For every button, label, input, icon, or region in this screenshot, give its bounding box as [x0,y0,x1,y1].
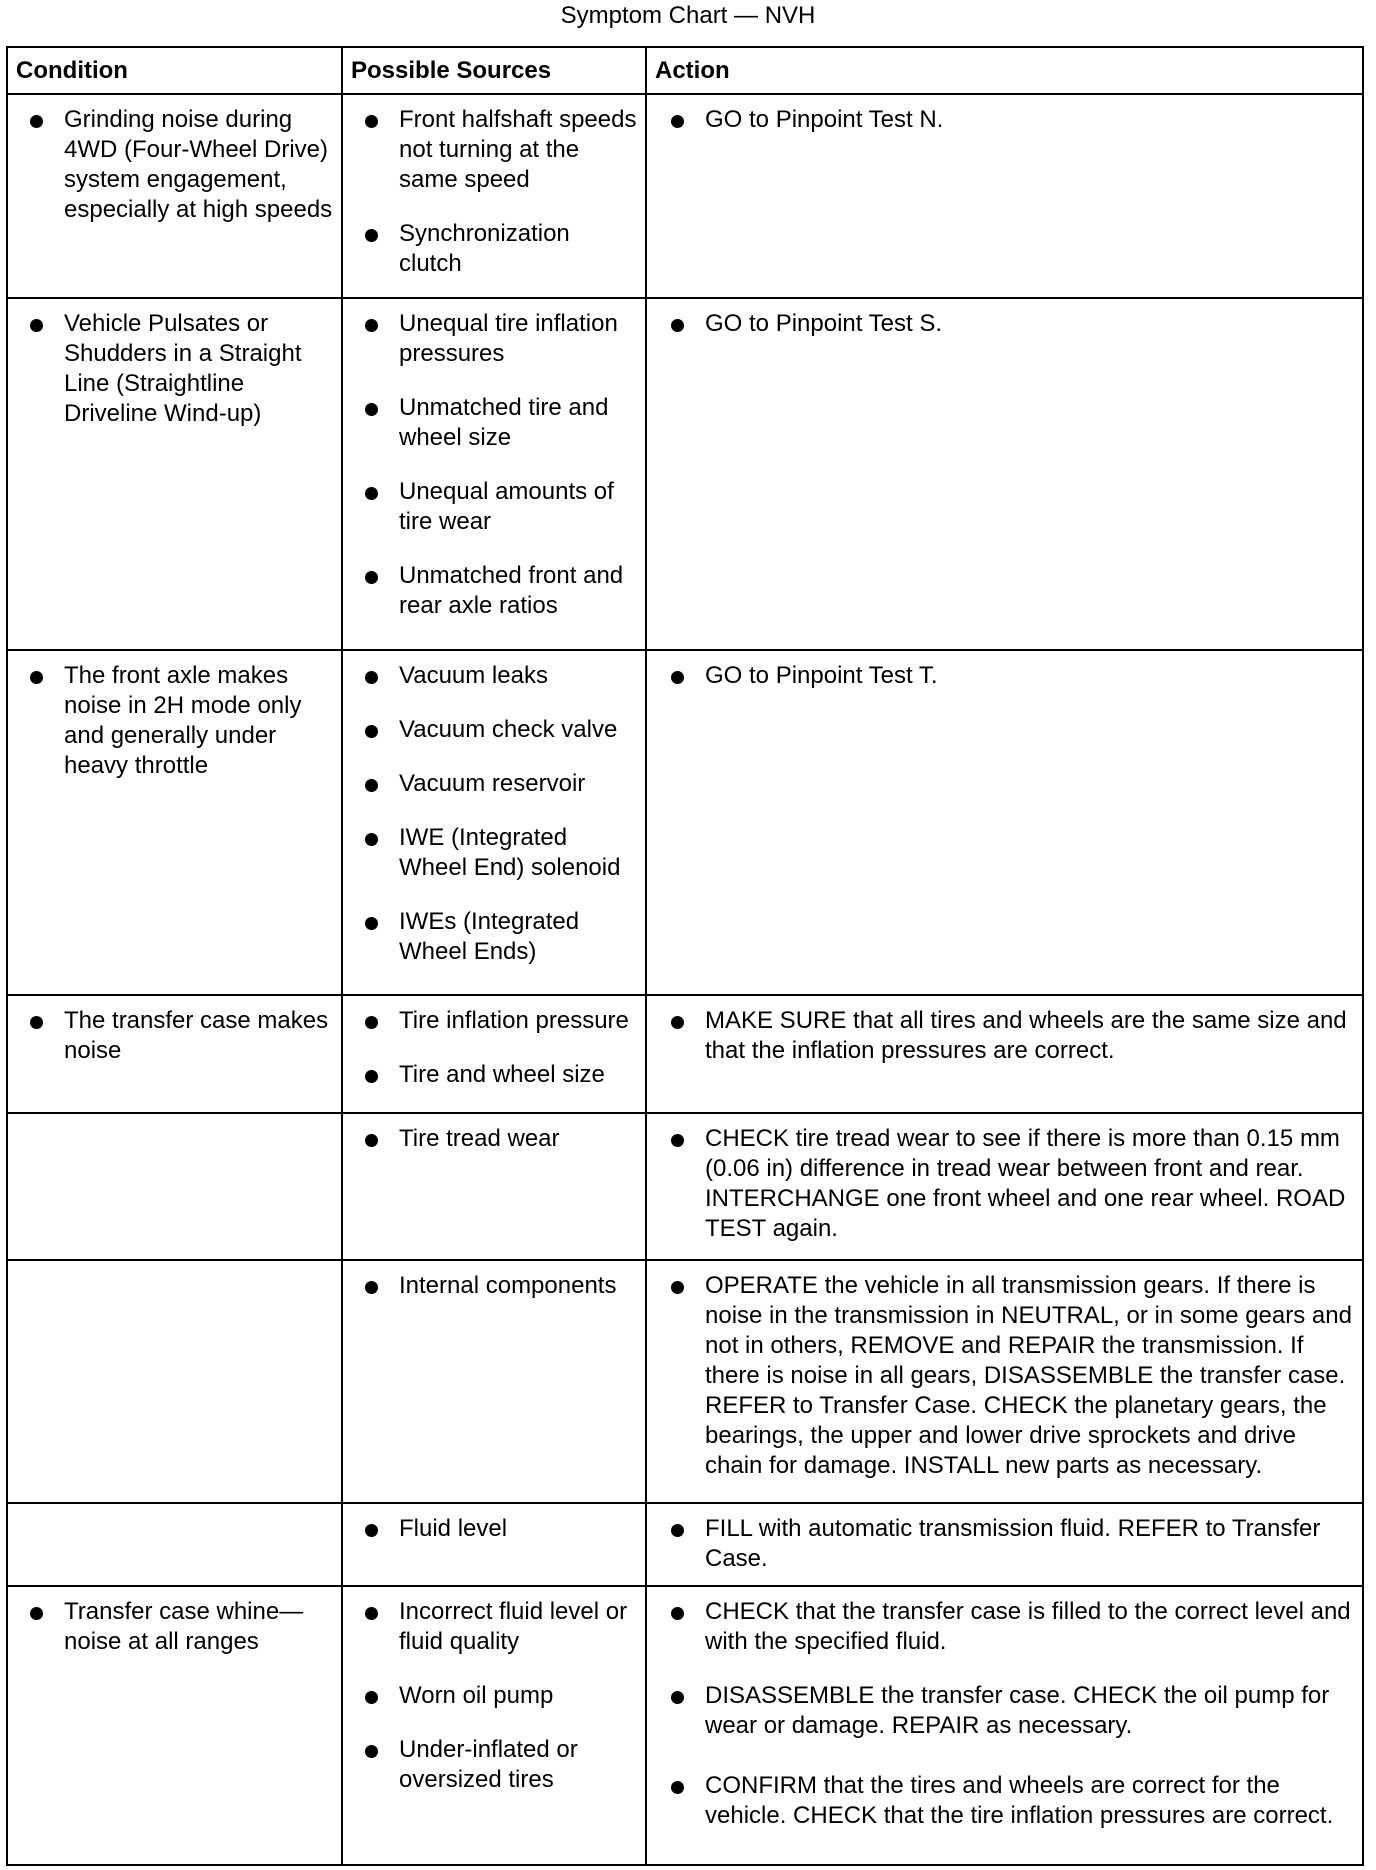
source-item: Fluid level [343,1514,639,1544]
table-row [7,995,1363,1113]
possible-sources-cell [342,94,646,298]
page-title: Symptom Chart — NVH [560,2,816,29]
source-item: Unmatched tire and wheel size [343,393,639,453]
source-item: Vacuum leaks [343,661,639,691]
possible-sources-cell [342,650,646,995]
possible-sources-cell [342,1113,646,1260]
possible-sources-cell [342,995,646,1113]
source-item: Front halfshaft speeds not turning at the same speed [343,105,639,195]
source-item: Incorrect fluid level or fluid quality [343,1597,639,1657]
table-row [7,1113,1363,1260]
action-cell [646,1586,1363,1865]
possible-sources-cell [342,1260,646,1503]
source-item: Unmatched front and rear axle ratios [343,561,639,621]
source-item: Tire inflation pressure [343,1006,639,1036]
condition-text: Grinding noise during 4WD (Four-Wheel Drive) system engagement, especially at high speeds [8,105,335,225]
source-item: Vacuum reservoir [343,769,639,799]
source-item: IWE (Integrated Wheel End) solenoid [343,823,639,883]
condition-cell [7,298,342,649]
action-cell [646,94,1363,298]
table-row [7,1503,1363,1586]
condition-text: Transfer case whine—noise at all ranges [8,1597,335,1657]
source-item: Worn oil pump [343,1681,639,1711]
source-item: Synchronization clutch [343,219,639,279]
condition-text: The front axle makes noise in 2H mode only and generally under heavy throttle [8,661,335,781]
action-cell [646,650,1363,995]
action-item: CHECK tire tread wear to see if there is more than 0.15 mm (0.06 in) difference in tread wear between front and rear. INTERCHANGE one front wheel and one rear wheel. ROAD TEST again. [647,1124,1356,1244]
condition-cell [7,1260,342,1503]
action-item: CHECK that the transfer case is filled to the correct level and with the specified fluid. [647,1597,1356,1657]
possible-sources-cell [342,1586,646,1865]
action-cell [646,995,1363,1113]
action-cell [646,1260,1363,1503]
symptom-chart-table [6,46,1364,1866]
action-item: CONFIRM that the tires and wheels are correct for the vehicle. CHECK that the tire inflation pressures are correct. [647,1771,1356,1831]
condition-cell [7,1586,342,1865]
possible-sources-cell [342,298,646,649]
action-item: FILL with automatic transmission fluid. REFER to Transfer Case. [647,1514,1356,1574]
header-row [7,47,1363,94]
source-item: IWEs (Integrated Wheel Ends) [343,907,639,967]
action-item: GO to Pinpoint Test N. [647,105,1356,135]
possible-sources-cell [342,1503,646,1586]
source-item: Unequal tire inflation pressures [343,309,639,369]
condition-cell [7,1113,342,1260]
source-item: Under-inflated or oversized tires [343,1735,639,1795]
action-cell [646,1503,1363,1586]
header-action: Action [646,47,1363,94]
source-item: Vacuum check valve [343,715,639,745]
source-item: Internal components [343,1271,639,1301]
condition-cell [7,94,342,298]
table-row [7,1586,1363,1865]
source-item: Tire tread wear [343,1124,639,1154]
table-row [7,298,1363,649]
source-item: Tire and wheel size [343,1060,639,1090]
header-possible-sources: Possible Sources [342,47,646,94]
table-row [7,94,1363,298]
action-item: OPERATE the vehicle in all transmission gears. If there is noise in the transmission in NEUTRAL, or in some gears and not in others, REMOVE and REPAIR the transmission. If there is noise in all gears, DISASSEMBLE the transfer case. REFER to Transfer Case. CHECK the planetary gears, the bearings, the upper and lower drive sprockets and drive chain for damage. INSTALL new parts as necessary. [647,1271,1356,1481]
condition-cell [7,995,342,1113]
action-item: GO to Pinpoint Test S. [647,309,1356,339]
condition-cell [7,1503,342,1586]
action-cell [646,1113,1363,1260]
condition-text: The transfer case makes noise [8,1006,335,1066]
condition-cell [7,650,342,995]
action-item: GO to Pinpoint Test T. [647,661,1356,691]
condition-text: Vehicle Pulsates or Shudders in a Straight Line (Straightline Driveline Wind-up) [8,309,335,429]
action-cell [646,298,1363,649]
header-condition: Condition [7,47,342,94]
table-row [7,1260,1363,1503]
chart-body [7,94,1363,1865]
action-item: DISASSEMBLE the transfer case. CHECK the oil pump for wear or damage. REPAIR as necessary. [647,1681,1356,1741]
source-item: Unequal amounts of tire wear [343,477,639,537]
table-row [7,650,1363,995]
action-item: MAKE SURE that all tires and wheels are the same size and that the inflation pressures are correct. [647,1006,1356,1066]
